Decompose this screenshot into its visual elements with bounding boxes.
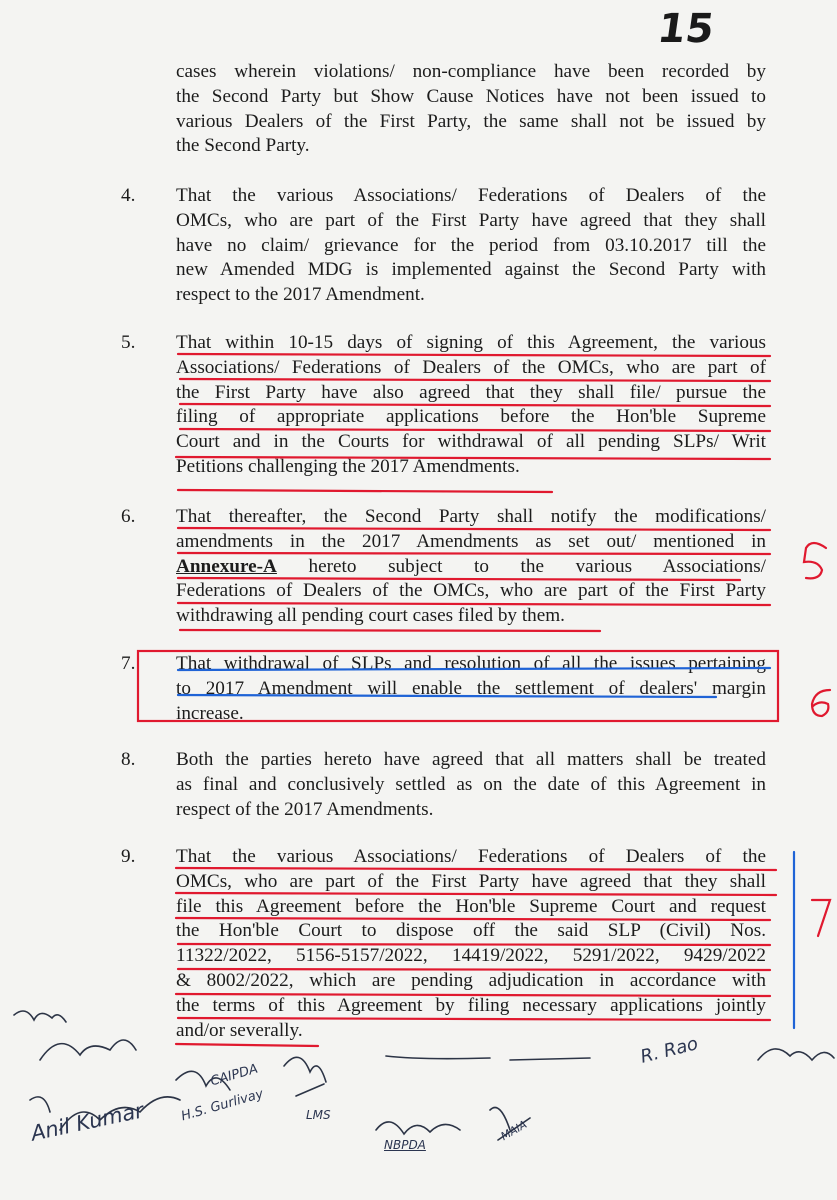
signature-label-caipda: CAIPDA bbox=[208, 1061, 260, 1090]
text-line: withdrawing all pending court cases filed by them. bbox=[176, 605, 565, 627]
text-line: increase. bbox=[176, 702, 244, 724]
text-line: to 2017 Amendment will enable the settlement of dealers' margin bbox=[176, 677, 766, 699]
clause-number-9: 9. bbox=[121, 846, 136, 867]
text-line: That the various Associations/ Federations of Dealers of the bbox=[176, 846, 766, 867]
text-line-with-annexure bbox=[176, 555, 766, 580]
text-line: That the various Associations/ Federations of Dealers of the bbox=[176, 185, 766, 206]
text-line: the Hon'ble Court to dispose off the said SLP (Civil) Nos. bbox=[176, 920, 766, 942]
clause-number-6: 6. bbox=[121, 506, 136, 527]
text-line: filing of appropriate applications before the Hon'ble Supreme bbox=[176, 406, 766, 428]
clause-8 bbox=[176, 748, 766, 822]
annexure-reference: Annexure-A bbox=[176, 555, 277, 577]
text-line: Both the parties hereto have agreed that all matters shall be treated bbox=[176, 749, 766, 770]
text-line: as final and conclusively settled as on the date of this Agreement in bbox=[176, 773, 766, 795]
signature-stroke bbox=[386, 1056, 590, 1060]
text-line: Associations/ Federations of Dealers of the OMCs, who are part of bbox=[176, 356, 766, 378]
text-line: various Dealers of the First Party, the same shall not be issued by bbox=[176, 110, 766, 132]
margin-note-7 bbox=[812, 900, 830, 936]
text-fragment: hereto subject to the various Associations/ bbox=[308, 555, 767, 577]
signature-stroke bbox=[14, 1011, 66, 1022]
text-line: respect to the 2017 Amendment. bbox=[176, 284, 425, 306]
text-line: & 8002/2022, which are pending adjudication in accordance with bbox=[176, 969, 766, 991]
signature-stroke bbox=[284, 1057, 326, 1096]
text-line: Court and in the Courts for withdrawal of all pending SLPs/ Writ bbox=[176, 431, 766, 453]
signature-label-lms: LMS bbox=[306, 1108, 331, 1122]
clause-9 bbox=[176, 845, 766, 1043]
margin-note-5 bbox=[804, 543, 826, 578]
clause-number-4: 4. bbox=[121, 185, 136, 206]
clause-6 bbox=[176, 505, 766, 629]
clause-number-7: 7. bbox=[121, 653, 136, 674]
text-line: respect of the 2017 Amendments. bbox=[176, 798, 434, 820]
clause-7 bbox=[176, 652, 766, 726]
clause-number-5: 5. bbox=[121, 332, 136, 353]
signature-stroke bbox=[376, 1122, 460, 1134]
signature-stroke bbox=[758, 1049, 834, 1060]
clause-5 bbox=[176, 331, 766, 480]
text-line: have no claim/ grievance for the period from 03.10.2017 till the bbox=[176, 234, 766, 256]
text-line: That withdrawal of SLPs and resolution of all the issues pertaining bbox=[176, 653, 766, 674]
clause-4 bbox=[176, 184, 766, 308]
text-line: file this Agreement before the Hon'ble Supreme Court and request bbox=[176, 895, 766, 917]
text-line: the Second Party. bbox=[176, 135, 310, 157]
signature-anil-kumar: Anil Kumar bbox=[28, 1098, 146, 1146]
text-line: Federations of Dealers of the OMCs, who are part of the First Party bbox=[176, 580, 766, 602]
clause-number-8: 8. bbox=[121, 749, 136, 770]
handwritten-page-number: 15 bbox=[654, 6, 717, 52]
red-underline bbox=[180, 630, 600, 631]
red-underline bbox=[176, 1044, 318, 1046]
text-line: OMCs, who are part of the First Party have agreed that they shall bbox=[176, 870, 766, 892]
signature-stroke bbox=[40, 1040, 136, 1060]
text-line: That within 10-15 days of signing of this Agreement, the various bbox=[176, 332, 766, 353]
red-underline bbox=[178, 490, 552, 492]
signature-label-maia: MAIA bbox=[498, 1117, 530, 1144]
text-line: the Second Party but Show Cause Notices have not been issued to bbox=[176, 85, 766, 107]
signature-r-rao: R. Rao bbox=[638, 1033, 701, 1068]
text-line: new Amended MDG is implemented against the Second Party with bbox=[176, 259, 766, 281]
text-line: and/or severally. bbox=[176, 1019, 303, 1041]
margin-note-6 bbox=[812, 690, 830, 716]
text-line: amendments in the 2017 Amendments as set out/ mentioned in bbox=[176, 530, 766, 552]
text-line: the terms of this Agreement by filing necessary applications jointly bbox=[176, 994, 766, 1016]
text-line: 11322/2022, 5156-5157/2022, 14419/2022, 5291/2022, 9429/2022 bbox=[176, 945, 766, 967]
paragraph-3-continuation bbox=[176, 60, 766, 159]
text-line: Petitions challenging the 2017 Amendments. bbox=[176, 455, 520, 477]
signature-label-nbpda: NBPDA bbox=[384, 1138, 426, 1152]
text-line: OMCs, who are part of the First Party have agreed that they shall bbox=[176, 209, 766, 231]
signature-label-hs: H.S. Gurlivay bbox=[179, 1086, 266, 1125]
text-line: cases wherein violations/ non-compliance have been recorded by bbox=[176, 61, 766, 82]
text-line: the First Party have also agreed that they shall file/ pursue the bbox=[176, 381, 766, 403]
text-line: That thereafter, the Second Party shall notify the modifications/ bbox=[176, 506, 766, 527]
